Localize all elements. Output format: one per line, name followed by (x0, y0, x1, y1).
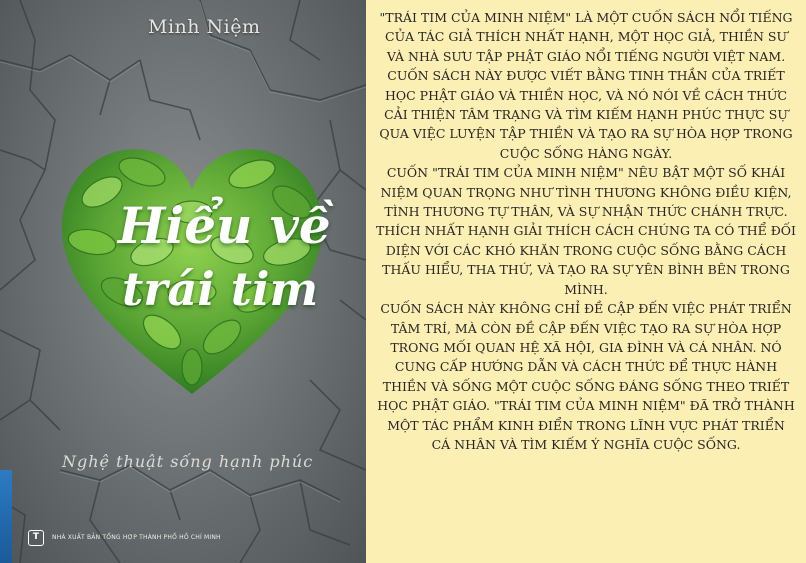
publisher-name: NHÀ XUẤT BẢN TỔNG HỢP THÀNH PHỐ HỒ CHÍ MINH (52, 534, 221, 541)
description-text (376, 8, 796, 454)
description-paragraph-3: CUỐN SÁCH NÀY KHÔNG CHỈ ĐỀ CẬP ĐẾN VIỆC PHÁT TRIỂN TÂM TRÍ, MÀ CÒN ĐỀ CẬP ĐẾN VIỆC TẠO RA SỰ HÒA HỢP TRONG MỐI QUAN HỆ XÃ HỘI, GIA ĐÌNH VÀ CÁ NHÂN. NÓ CUNG CẤP HƯỚNG DẪN VÀ CÁCH THỨC ĐỂ THỰC HÀNH THIỀN VÀ SỐNG MỘT CUỘC SỐNG ĐÁNG SỐNG THEO TRIẾT HỌC PHẬT GIÁO. "TRÁI TIM CỦA MINH NIỆM" ĐÃ TRỞ THÀNH MỘT TÁC PHẨM KINH ĐIỂN TRONG LĨNH VỰC PHÁT TRIỂN CÁ NHÂN VÀ TÌM KIẾM Ý NGHĨA CUỘC SỐNG. (377, 301, 795, 452)
book-cover (0, 0, 366, 563)
description-paragraph-1: "TRÁI TIM CỦA MINH NIỆM" LÀ MỘT CUỐN SÁCH NỔI TIẾNG CỦA TÁC GIẢ THÍCH NHẤT HẠNH, MỘT HỌC GIẢ, THIỀN SƯ VÀ NHÀ SƯU TẬP PHẬT GIÁO NỔI TIẾNG NGƯỜI VIỆT NAM. CUỐN SÁCH NÀY ĐƯỢC VIẾT BẰNG TINH THẦN CỦA TRIẾT HỌC PHẬT GIÁO VÀ THIỀN HỌC, VÀ NÓ NÓI VỀ CÁCH THỨC CẢI THIỆN TÂM TRẠNG VÀ TÌM KIẾM HẠNH PHÚC THỰC SỰ QUA VIỆC LUYỆN TẬP THIỀN VÀ TẠO RA SỰ HÒA HỢP TRONG CUỘC SỐNG HÀNG NGÀY. (379, 10, 793, 161)
description-panel (366, 0, 806, 563)
cover-spine-strip (0, 470, 12, 563)
cover-title-line-2: trái tim (122, 262, 319, 316)
cover-title-line-1: Hiểu về (118, 196, 331, 255)
description-paragraph-2: CUỐN "TRÁI TIM CỦA MINH NIỆM" NÊU BẬT MỘT SỐ KHÁI NIỆM QUAN TRỌNG NHƯ TÌNH THƯƠNG KHÔNG ĐIỀU KIỆN, TÌNH THƯƠNG TỰ THÂN, VÀ SỰ NHẬN THỨC CHÁNH TRỰC. THÍCH NHẤT HẠNH GIẢI THÍCH CÁCH CHÚNG TA CÓ THỂ ĐỐI DIỆN VỚI CÁC KHÓ KHĂN TRONG CUỘC SỐNG BẰNG CÁCH THẤU HIỂU, THA THỨ, VÀ TẠO RA SỰ YÊN BÌNH BÊN TRONG MÌNH. (376, 165, 796, 297)
publisher-logo-icon: T (28, 530, 44, 546)
cover-subtitle: Nghệ thuật sống hạnh phúc (62, 452, 314, 471)
cover-author: Minh Niệm (148, 16, 261, 38)
